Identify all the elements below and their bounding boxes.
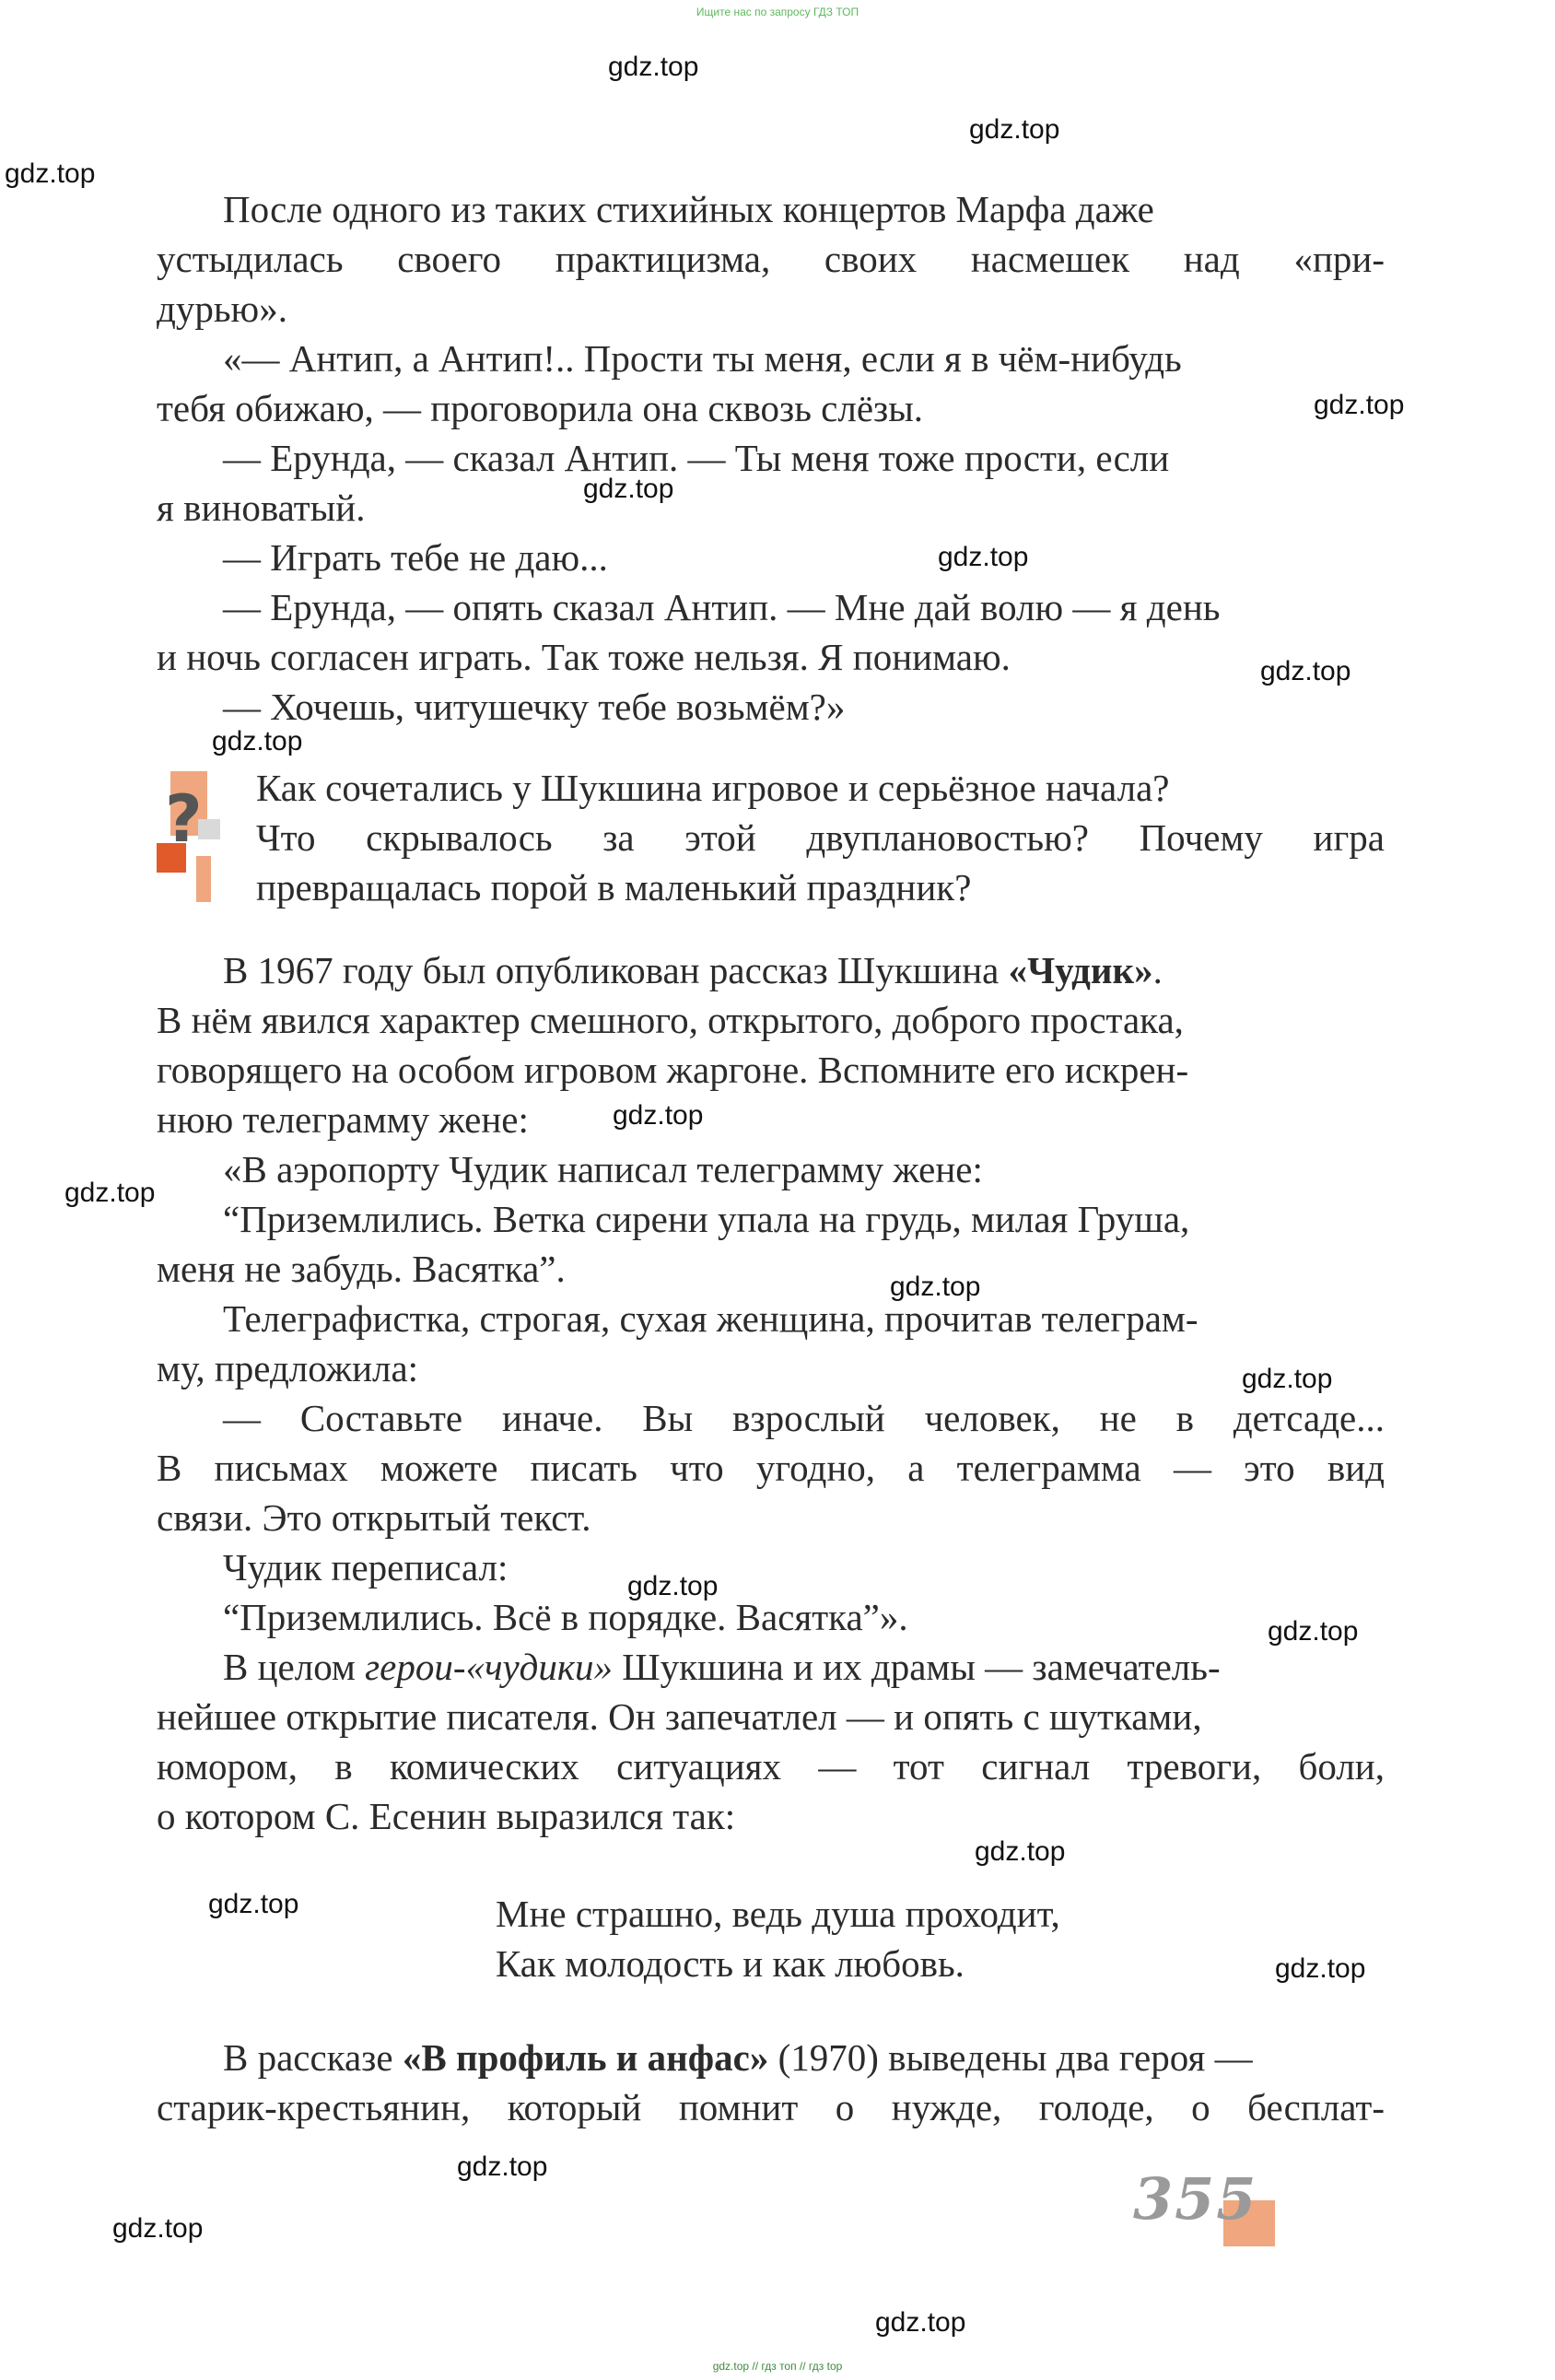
question-mark-icon xyxy=(152,771,235,909)
watermark: gdz.top xyxy=(875,2307,966,2338)
body-text-line: говорящего на особом игровом жаргоне. Вспомните его искрен- xyxy=(157,1049,1189,1091)
body-text-line: “Приземлились. Ветка сирени упала на грудь, милая Груша, xyxy=(223,1198,1190,1240)
body-text: В целом xyxy=(223,1646,366,1688)
body-text-line: юмором, в комических ситуациях — тот сигнал тревоги, боли, xyxy=(157,1745,1385,1788)
body-text-line: нюю телеграмму жене: xyxy=(157,1098,529,1141)
body-text-line xyxy=(223,2033,1253,2082)
body-text-line: устыдилась своего практицизма, своих насмешек над «при- xyxy=(157,238,1385,280)
body-text-line: я виноватый. xyxy=(157,487,366,529)
poem-line: Мне страшно, ведь душа проходит, xyxy=(496,1893,1060,1935)
body-text-line: В письмах можете писать что угодно, а телеграмма — это вид xyxy=(157,1447,1385,1489)
body-text-line: После одного из таких стихийных концертов Марфа даже xyxy=(223,188,1154,230)
body-text-line: старик-крестьянин, который помнит о нужде, голоде, о бесплат- xyxy=(157,2086,1385,2128)
poem-line: Как молодость и как любовь. xyxy=(496,1942,965,1985)
header-note: Ищите нас по запросу ГДЗ ТОП xyxy=(696,6,859,18)
watermark: gdz.top xyxy=(975,1836,1066,1867)
body-text-line: «— Антип, а Антип!.. Прости ты меня, если я в чём-нибудь xyxy=(223,337,1182,380)
body-text-line: “Приземлились. Всё в порядке. Васятка”». xyxy=(223,1596,908,1638)
watermark: gdz.top xyxy=(1268,1616,1359,1647)
body-text-line xyxy=(223,1642,1221,1692)
body-text: . xyxy=(1152,949,1163,991)
body-text-line: Чудик переписал: xyxy=(223,1546,509,1589)
body-text-line: о котором С. Есенин выразился так: xyxy=(157,1795,736,1837)
watermark: gdz.top xyxy=(1260,656,1351,686)
watermark: gdz.top xyxy=(608,52,699,82)
watermark: gdz.top xyxy=(613,1100,704,1131)
body-text-line: Телеграфистка, строгая, сухая женщина, прочитав телеграм- xyxy=(223,1297,1198,1340)
body-text-line: дурью». xyxy=(157,287,287,330)
watermark: gdz.top xyxy=(212,726,303,756)
body-text: Шукшина и их драмы — замечатель- xyxy=(613,1646,1221,1688)
body-text-line: — Ерунда, — опять сказал Антип. — Мне дай волю — я день xyxy=(223,586,1221,628)
story-title: «В профиль и анфас» xyxy=(402,2036,769,2079)
watermark: gdz.top xyxy=(890,1272,981,1302)
watermark: gdz.top xyxy=(969,114,1060,145)
body-text-line: — Играть тебе не даю... xyxy=(223,536,608,579)
watermark: gdz.top xyxy=(112,2213,204,2244)
body-text: (1970) выведены два героя — xyxy=(768,2036,1253,2079)
svg-text:?: ? xyxy=(165,781,203,857)
watermark: gdz.top xyxy=(5,158,96,189)
body-text-line: и ночь согласен играть. Так тоже нельзя. Я понимаю. xyxy=(157,636,1011,678)
watermark: gdz.top xyxy=(583,474,674,504)
emphasis-text: герои-«чудики» xyxy=(365,1646,614,1688)
watermark: gdz.top xyxy=(64,1178,156,1208)
watermark: gdz.top xyxy=(627,1571,719,1601)
body-text: В рассказе xyxy=(223,2036,403,2079)
watermark: gdz.top xyxy=(208,1889,299,1919)
watermark: gdz.top xyxy=(1275,1953,1366,1984)
question-text-line: Что скрывалось за этой двуплановостью? Почему игра xyxy=(256,816,1385,859)
body-text: В 1967 году был опубликован рассказ Шукшина xyxy=(223,949,1009,991)
body-text-line: му, предложила: xyxy=(157,1347,419,1389)
body-text-line: нейшее открытие писателя. Он запечатлел — и опять с шутками, xyxy=(157,1695,1202,1738)
watermark: gdz.top xyxy=(1314,390,1405,420)
body-text-line: «В аэропорту Чудик написал телеграмму жене: xyxy=(223,1148,983,1190)
watermark: gdz.top xyxy=(938,542,1029,572)
body-text-line: В нём явился характер смешного, открытого, доброго простака, xyxy=(157,999,1184,1041)
body-text-line: связи. Это открытый текст. xyxy=(157,1496,591,1539)
body-text-line: тебя обижаю, — проговорила она сквозь слёзы. xyxy=(157,387,924,429)
body-text-line: — Составьте иначе. Вы взрослый человек, не в детсаде... xyxy=(223,1397,1385,1439)
watermark: gdz.top xyxy=(457,2151,548,2182)
question-text-line: Как сочетались у Шукшина игровое и серьёзное начала? xyxy=(256,767,1170,809)
body-text-line: — Хочешь, читушечку тебе возьмём?» xyxy=(223,686,846,728)
question-text-line: превращалась порой в маленький праздник? xyxy=(256,866,972,909)
body-text-line xyxy=(223,945,1163,995)
story-title: «Чудик» xyxy=(1008,949,1153,991)
page-number: 355 xyxy=(1133,2165,1258,2233)
watermark: gdz.top xyxy=(1242,1364,1333,1394)
footer-note: gdz.top // гдз топ // гдз top xyxy=(712,2360,843,2373)
body-text-line: меня не забудь. Васятка”. xyxy=(157,1248,566,1290)
body-text-line: — Ерунда, — сказал Антип. — Ты меня тоже прости, если xyxy=(223,437,1170,479)
